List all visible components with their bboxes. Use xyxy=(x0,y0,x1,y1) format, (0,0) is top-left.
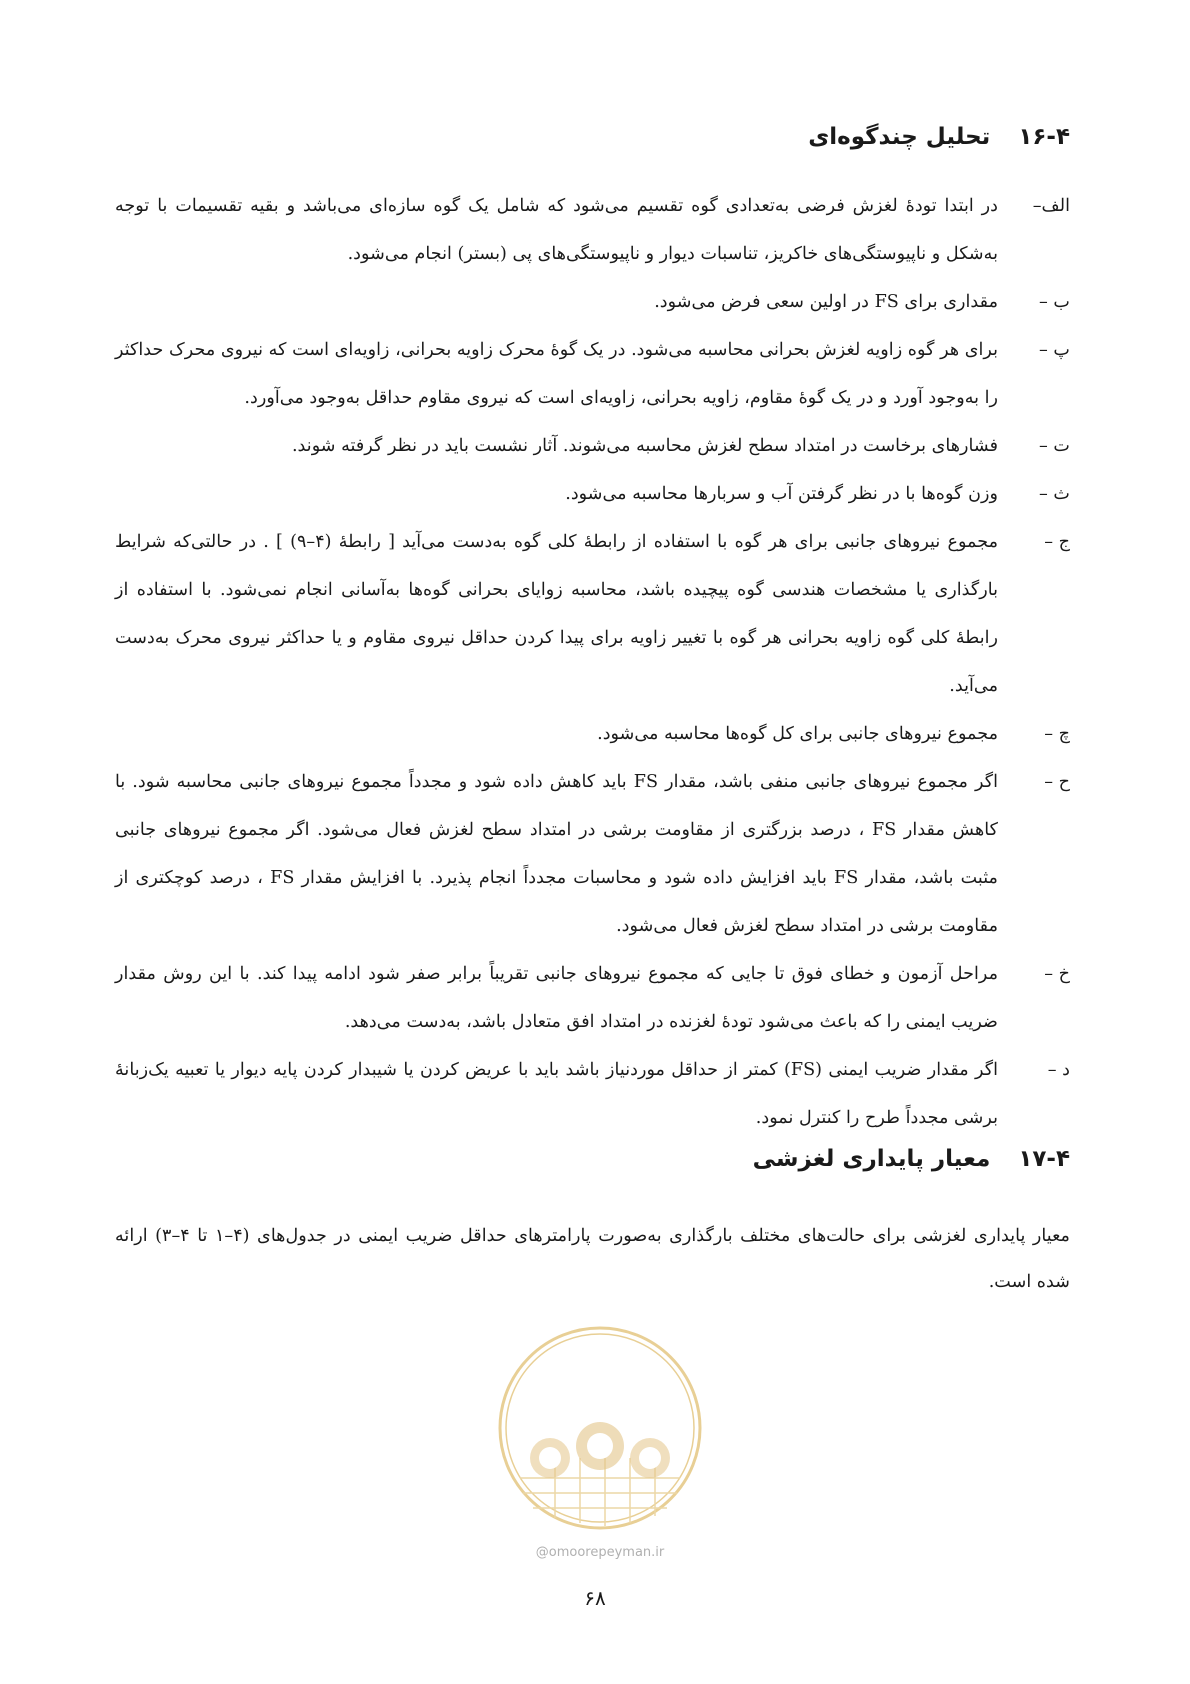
section-heading xyxy=(808,124,1070,150)
item-text: مجموع نیروهای جانبی برای کل گوه‌ها محاسبه می‌شود. xyxy=(597,724,998,744)
list-item xyxy=(115,710,1070,758)
item-text: فشارهای برخاست در امتداد سطح لغزش محاسبه می‌شوند. آثار نشست باید در نظر گرفته شوند. xyxy=(291,436,998,456)
steps-list xyxy=(115,182,1070,1142)
list-item xyxy=(115,758,1070,950)
section-number: ۱۷-۴ xyxy=(1018,1146,1070,1172)
section-number: ۱۶-۴ xyxy=(1018,124,1070,150)
item-label: پ – xyxy=(1039,340,1070,360)
item-label: الف– xyxy=(1032,196,1070,216)
list-item xyxy=(115,518,1070,710)
item-text: مقداری برای FS در اولین سعی فرض می‌شود. xyxy=(654,292,998,312)
watermark-url: @omoorepeyman.ir xyxy=(535,1545,665,1560)
list-item xyxy=(115,950,1070,1046)
list-item xyxy=(115,278,1070,326)
item-label: ت – xyxy=(1039,436,1070,456)
item-text: مراحل آزمون و خطای فوق تا جایی که مجموع نیروهای جانبی تقریباً برابر صفر شود ادامه پیدا کند. با این روش مقدار ضریب ایمنی را که باعث می‌شود تودهٔ لغزنده در امتداد افق متعادل باشد، به‌دست می‌دهد. xyxy=(115,964,998,1032)
section-title: معیار پایداری لغزشی xyxy=(752,1146,991,1172)
section-title: تحلیل چندگوه‌ای xyxy=(808,124,991,150)
item-text: مجموع نیروهای جانبی برای هر گوه با استفاده از رابطهٔ کلی گوه به‌دست می‌آید [ رابطهٔ (۴–۹) ] . در حالتی‌که شرایط بارگذاری یا مشخصات هندسی گوه پیچیده باشد، محاسبه زوایای بحرانی گوه‌ها به‌آسانی انجام نمی‌شود. با استفاده از رابطهٔ کلی گوه زاویه بحرانی هر گوه با تغییر زاویه برای پیدا کردن حداقل نیروی مقاوم و یا حداکثر نیروی محرک به‌دست می‌آید. xyxy=(115,532,998,696)
page-number: ۶۸ xyxy=(584,1586,606,1610)
watermark-emblem-icon xyxy=(485,1318,715,1548)
item-text: وزن گوه‌ها با در نظر گرفتن آب و سربارها محاسبه می‌شود. xyxy=(565,484,998,504)
item-text: اگر مجموع نیروهای جانبی منفی باشد، مقدار FS باید کاهش داده شود و مجدداً مجموع نیروهای جانبی محاسبه شود. با کاهش مقدار FS ، درصد بزرگتری از مقاومت برشی در امتداد سطح لغزش فعال می‌شود. اگر مجموع نیروهای جانبی مثبت باشد، مقدار FS باید افزایش داده شود و محاسبات مجدداً انجام پذیرد. با افزایش مقدار FS ، درصد کوچکتری از مقاومت برشی در امتداد سطح لغزش فعال می‌شود. xyxy=(115,772,999,936)
item-label: ح – xyxy=(1044,772,1070,792)
item-label: ب – xyxy=(1039,292,1070,312)
body-paragraph: معیار پایداری لغزشی برای حالت‌های مختلف بارگذاری به‌صورت پارامترهای حداقل ضریب ایمنی در جدول‌های (۴–۱ تا ۴–۳) ارائه شده است. xyxy=(115,1226,1070,1292)
item-label: ج – xyxy=(1044,532,1070,552)
item-label: د – xyxy=(1047,1060,1070,1080)
list-item xyxy=(115,422,1070,470)
item-text: اگر مقدار ضریب ایمنی (FS) کمتر از حداقل موردنیاز باشد باید با عریض کردن یا شیبدار کردن پایه دیوار یا تعبیه یک‌زبانهٔ برشی مجدداً طرح را کنترل نمود. xyxy=(115,1060,999,1128)
list-item xyxy=(115,182,1070,278)
item-text: برای هر گوه زاویه لغزش بحرانی محاسبه می‌شود. در یک گوهٔ محرک زاویه بحرانی، زاویه‌ای است که نیروی محرک حداکثر را به‌وجود آورد و در یک گوهٔ مقاوم، زاویه بحرانی، زاویه‌ای است که نیروی مقاوم حداقل به‌وجود می‌آورد. xyxy=(115,340,998,408)
watermark-logo xyxy=(485,1318,715,1578)
list-item xyxy=(115,326,1070,422)
section-heading xyxy=(753,1146,1070,1172)
item-label: ث – xyxy=(1039,484,1070,504)
item-label: خ – xyxy=(1044,964,1070,984)
list-item xyxy=(115,470,1070,518)
list-item xyxy=(115,1046,1070,1142)
item-label: چ – xyxy=(1044,724,1070,744)
item-text: در ابتدا تودهٔ لغزش فرضی به‌تعدادی گوه تقسیم می‌شود که شامل یک گوه سازه‌ای می‌باشد و بقیه تقسیمات با توجه به‌شکل و ناپیوستگی‌های خاکریز، تناسبات دیوار و ناپیوستگی‌های پی (بستر) انجام می‌شود. xyxy=(115,196,998,264)
